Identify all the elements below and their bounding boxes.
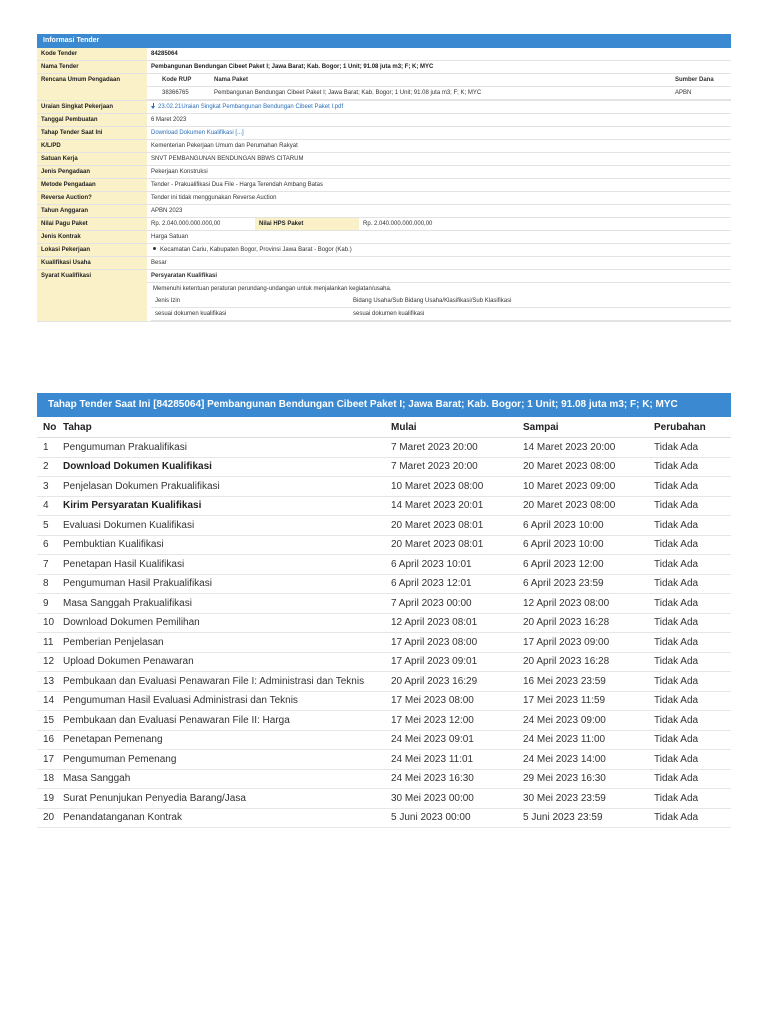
tahap-sampai: 20 Maret 2023 08:00 bbox=[517, 496, 648, 516]
uraian-link-text: 23.02.21Uraian Singkat Pembangunan Bendungan Cibeet Paket I.pdf bbox=[158, 104, 344, 110]
tahap-name: Pengumuman Hasil Evaluasi Administrasi dan Teknis bbox=[57, 691, 385, 711]
nilai-pagu-label: Nilai Pagu Paket bbox=[37, 218, 147, 231]
tahap-perubahan: Tidak Ada bbox=[648, 613, 731, 633]
tahap-perubahan: Tidak Ada bbox=[648, 496, 731, 516]
izin-header-jenis: Jenis Izin bbox=[151, 295, 349, 308]
tahap-no: 17 bbox=[37, 750, 57, 770]
tahap-no: 8 bbox=[37, 574, 57, 594]
tahap-row bbox=[37, 594, 731, 614]
tahap-no: 12 bbox=[37, 652, 57, 672]
col-perubahan: Perubahan bbox=[648, 417, 731, 438]
tahap-perubahan: Tidak Ada bbox=[648, 808, 731, 828]
tahap-mulai: 6 April 2023 12:01 bbox=[385, 574, 517, 594]
tahap-tender-header: Tahap Tender Saat Ini [84285064] Pembangunan Bendungan Cibeet Paket I; Jawa Barat; Kab. Bogor; 1 Unit; 91.08 juta m3; F; K; MYC bbox=[37, 393, 731, 417]
row-nilai-pagu bbox=[37, 218, 731, 231]
tahap-mulai: 20 Maret 2023 08:01 bbox=[385, 516, 517, 536]
col-no: No bbox=[37, 417, 57, 438]
tanggal-pembuatan-value: 6 Maret 2023 bbox=[147, 114, 731, 127]
tahap-name: Masa Sanggah bbox=[57, 769, 385, 789]
row-tahap-tender bbox=[37, 127, 731, 140]
rup-header-kode: Kode RUP bbox=[147, 74, 210, 87]
informasi-tender-header: Informasi Tender bbox=[37, 34, 731, 48]
tahap-tender-panel bbox=[37, 393, 731, 828]
tahap-perubahan: Tidak Ada bbox=[648, 574, 731, 594]
jenis-kontrak-value: Harga Satuan bbox=[147, 231, 731, 244]
tahap-row bbox=[37, 555, 731, 575]
kode-tender-value: 84285064 bbox=[147, 48, 731, 61]
tahap-mulai: 7 April 2023 00:00 bbox=[385, 594, 517, 614]
nilai-hps-label: Nilai HPS Paket bbox=[255, 218, 359, 231]
tahap-row bbox=[37, 477, 731, 497]
tahap-perubahan: Tidak Ada bbox=[648, 652, 731, 672]
tahap-name: Surat Penunjukan Penyedia Barang/Jasa bbox=[57, 789, 385, 809]
tahap-sampai: 24 Mei 2023 11:00 bbox=[517, 730, 648, 750]
tahap-sampai: 6 April 2023 12:00 bbox=[517, 555, 648, 575]
row-syarat-kualifikasi bbox=[37, 270, 731, 322]
satuan-kerja-label: Satuan Kerja bbox=[37, 153, 147, 166]
tahap-no: 14 bbox=[37, 691, 57, 711]
tahap-sampai: 14 Maret 2023 20:00 bbox=[517, 438, 648, 458]
tahap-row bbox=[37, 730, 731, 750]
rup-sumber: APBN bbox=[671, 87, 731, 100]
tahap-name: Masa Sanggah Prakualifikasi bbox=[57, 594, 385, 614]
tahap-mulai: 20 Maret 2023 08:01 bbox=[385, 535, 517, 555]
tahap-row bbox=[37, 496, 731, 516]
nama-tender-value: Pembangunan Bendungan Cibeet Paket I; Jawa Barat; Kab. Bogor; 1 Unit; 91.08 juta m3; F; K; MYC bbox=[147, 61, 731, 74]
tahap-row bbox=[37, 652, 731, 672]
tahap-perubahan: Tidak Ada bbox=[648, 730, 731, 750]
izin-table bbox=[151, 295, 731, 321]
row-metode-pengadaan bbox=[37, 179, 731, 192]
tahap-tender-label: Tahap Tender Saat Ini bbox=[37, 127, 147, 140]
tahap-perubahan: Tidak Ada bbox=[648, 555, 731, 575]
tahap-sampai: 12 April 2023 08:00 bbox=[517, 594, 648, 614]
tahap-sampai: 6 April 2023 23:59 bbox=[517, 574, 648, 594]
tahap-perubahan: Tidak Ada bbox=[648, 769, 731, 789]
tahap-tender-link[interactable]: Download Dokumen Kualifikasi [...] bbox=[147, 127, 731, 140]
tahap-row bbox=[37, 574, 731, 594]
tahun-anggaran-value: APBN 2023 bbox=[147, 205, 731, 218]
tahap-no: 9 bbox=[37, 594, 57, 614]
tahap-name: Evaluasi Dokumen Kualifikasi bbox=[57, 516, 385, 536]
izin-jenis: sesuai dokumen kualifikasi bbox=[151, 308, 349, 321]
tahun-anggaran-label: Tahun Anggaran bbox=[37, 205, 147, 218]
tahap-mulai: 24 Mei 2023 16:30 bbox=[385, 769, 517, 789]
row-lokasi-pekerjaan bbox=[37, 244, 731, 257]
row-uraian bbox=[37, 101, 731, 114]
row-satuan-kerja bbox=[37, 153, 731, 166]
metode-pengadaan-value: Tender - Prakualifikasi Dua File - Harga Terendah Ambang Batas bbox=[147, 179, 731, 192]
tahap-mulai: 17 April 2023 09:01 bbox=[385, 652, 517, 672]
tahap-sampai: 17 April 2023 09:00 bbox=[517, 633, 648, 653]
row-kode-tender bbox=[37, 48, 731, 61]
rencana-umum-label: Rencana Umum Pengadaan bbox=[37, 74, 147, 101]
row-rencana-umum bbox=[37, 74, 731, 101]
tahap-mulai: 6 April 2023 10:01 bbox=[385, 555, 517, 575]
tahap-no: 3 bbox=[37, 477, 57, 497]
tahap-row bbox=[37, 438, 731, 458]
informasi-tender-table bbox=[37, 48, 731, 322]
tahap-mulai: 24 Mei 2023 11:01 bbox=[385, 750, 517, 770]
row-reverse-auction bbox=[37, 192, 731, 205]
tahap-name: Pembukaan dan Evaluasi Penawaran File I: Administrasi dan Teknis bbox=[57, 672, 385, 692]
informasi-tender-panel bbox=[37, 34, 731, 322]
nilai-hps-value: Rp. 2.040.000.000.000,00 bbox=[359, 218, 731, 231]
tahap-sampai: 10 Maret 2023 09:00 bbox=[517, 477, 648, 497]
tahap-no: 15 bbox=[37, 711, 57, 731]
rup-header-nama: Nama Paket bbox=[210, 74, 671, 87]
syarat-kualifikasi-text: Memenuhi ketentuan peraturan perundang-undangan untuk menjalankan kegiatan/usaha. bbox=[153, 286, 392, 292]
izin-row bbox=[151, 308, 731, 321]
row-jenis-pengadaan bbox=[37, 166, 731, 179]
lokasi-pekerjaan-item bbox=[147, 244, 731, 257]
tahap-sampai: 30 Mei 2023 23:59 bbox=[517, 789, 648, 809]
row-kualifikasi-usaha bbox=[37, 257, 731, 270]
row-tahun-anggaran bbox=[37, 205, 731, 218]
lokasi-pekerjaan-value: Kecamatan Cariu, Kabupaten Bogor, Provinsi Jawa Barat - Bogor (Kab.) bbox=[160, 247, 352, 253]
reverse-auction-label: Reverse Auction? bbox=[37, 192, 147, 205]
download-icon bbox=[151, 103, 156, 109]
tahap-name: Pengumuman Prakualifikasi bbox=[57, 438, 385, 458]
tahap-mulai: 12 April 2023 08:01 bbox=[385, 613, 517, 633]
tahap-row bbox=[37, 613, 731, 633]
tahap-mulai: 17 Mei 2023 12:00 bbox=[385, 711, 517, 731]
rup-nama: Pembangunan Bendungan Cibeet Paket I; Jawa Barat; Kab. Bogor; 1 Unit; 91.08 juta m3; F; K; MYC bbox=[210, 87, 671, 100]
tahap-mulai: 5 Juni 2023 00:00 bbox=[385, 808, 517, 828]
kualifikasi-usaha-label: Kualifikasi Usaha bbox=[37, 257, 147, 270]
izin-bidang: sesuai dokumen kualifikasi bbox=[349, 308, 731, 321]
tahap-no: 18 bbox=[37, 769, 57, 789]
kualifikasi-usaha-value: Besar bbox=[147, 257, 731, 270]
tahap-mulai: 14 Maret 2023 20:01 bbox=[385, 496, 517, 516]
tanggal-pembuatan-label: Tanggal Pembuatan bbox=[37, 114, 147, 127]
tahap-mulai: 17 April 2023 08:00 bbox=[385, 633, 517, 653]
jenis-pengadaan-value: Pekerjaan Konstruksi bbox=[147, 166, 731, 179]
tahap-perubahan: Tidak Ada bbox=[648, 633, 731, 653]
tahap-perubahan: Tidak Ada bbox=[648, 594, 731, 614]
tahap-no: 5 bbox=[37, 516, 57, 536]
nilai-pagu-value: Rp. 2.040.000.000.000,00 bbox=[147, 218, 255, 231]
tahap-perubahan: Tidak Ada bbox=[648, 457, 731, 477]
tahap-sampai: 20 Maret 2023 08:00 bbox=[517, 457, 648, 477]
tahap-no: 19 bbox=[37, 789, 57, 809]
col-mulai: Mulai bbox=[385, 417, 517, 438]
tahap-no: 11 bbox=[37, 633, 57, 653]
tahap-name: Pengumuman Pemenang bbox=[57, 750, 385, 770]
col-sampai: Sampai bbox=[517, 417, 648, 438]
tahap-row bbox=[37, 789, 731, 809]
rup-row bbox=[147, 87, 731, 100]
tahap-name: Upload Dokumen Penawaran bbox=[57, 652, 385, 672]
tahap-mulai: 7 Maret 2023 20:00 bbox=[385, 457, 517, 477]
tahap-row bbox=[37, 808, 731, 828]
tahap-name: Kirim Persyaratan Kualifikasi bbox=[57, 496, 385, 516]
satuan-kerja-value: SNVT PEMBANGUNAN BENDUNGAN BBWS CITARUM bbox=[147, 153, 731, 166]
row-nama-tender bbox=[37, 61, 731, 74]
tahap-perubahan: Tidak Ada bbox=[648, 477, 731, 497]
tahap-perubahan: Tidak Ada bbox=[648, 438, 731, 458]
tahap-no: 7 bbox=[37, 555, 57, 575]
tahap-sampai: 20 April 2023 16:28 bbox=[517, 652, 648, 672]
tahap-row bbox=[37, 457, 731, 477]
jenis-pengadaan-label: Jenis Pengadaan bbox=[37, 166, 147, 179]
tahap-row bbox=[37, 691, 731, 711]
tahap-name: Penetapan Hasil Kualifikasi bbox=[57, 555, 385, 575]
tahap-name: Penjelasan Dokumen Prakualifikasi bbox=[57, 477, 385, 497]
tahap-name: Penandatanganan Kontrak bbox=[57, 808, 385, 828]
tahap-name: Penetapan Pemenang bbox=[57, 730, 385, 750]
tahap-row bbox=[37, 672, 731, 692]
rup-table bbox=[147, 74, 731, 100]
tahap-perubahan: Tidak Ada bbox=[648, 750, 731, 770]
lokasi-pekerjaan-label: Lokasi Pekerjaan bbox=[37, 244, 147, 257]
tahap-sampai: 6 April 2023 10:00 bbox=[517, 516, 648, 536]
klpd-label: K/L/PD bbox=[37, 140, 147, 153]
tahap-row bbox=[37, 535, 731, 555]
nama-tender-label: Nama Tender bbox=[37, 61, 147, 74]
tahap-header-row bbox=[37, 417, 731, 438]
tahap-name: Pembukaan dan Evaluasi Penawaran File II: Harga bbox=[57, 711, 385, 731]
tahap-name: Pengumuman Hasil Prakualifikasi bbox=[57, 574, 385, 594]
tahap-perubahan: Tidak Ada bbox=[648, 672, 731, 692]
tahap-sampai: 6 April 2023 10:00 bbox=[517, 535, 648, 555]
tahap-sampai: 20 April 2023 16:28 bbox=[517, 613, 648, 633]
tahap-perubahan: Tidak Ada bbox=[648, 516, 731, 536]
tahap-no: 1 bbox=[37, 438, 57, 458]
tahap-no: 2 bbox=[37, 457, 57, 477]
tahap-name: Download Dokumen Kualifikasi bbox=[57, 457, 385, 477]
tahap-no: 20 bbox=[37, 808, 57, 828]
tahap-perubahan: Tidak Ada bbox=[648, 535, 731, 555]
tahap-mulai: 24 Mei 2023 09:01 bbox=[385, 730, 517, 750]
tahap-name: Pembuktian Kualifikasi bbox=[57, 535, 385, 555]
tahap-body bbox=[37, 438, 731, 828]
tahap-mulai: 20 April 2023 16:29 bbox=[385, 672, 517, 692]
tahap-sampai: 24 Mei 2023 14:00 bbox=[517, 750, 648, 770]
tahap-sampai: 16 Mei 2023 23:59 bbox=[517, 672, 648, 692]
tahap-mulai: 30 Mei 2023 00:00 bbox=[385, 789, 517, 809]
tahap-sampai: 29 Mei 2023 16:30 bbox=[517, 769, 648, 789]
izin-header-row bbox=[151, 295, 731, 308]
tahap-table bbox=[37, 417, 731, 828]
rup-header-row bbox=[147, 74, 731, 87]
row-jenis-kontrak bbox=[37, 231, 731, 244]
syarat-kualifikasi-label: Syarat Kualifikasi bbox=[37, 270, 147, 322]
tahap-sampai: 5 Juni 2023 23:59 bbox=[517, 808, 648, 828]
tahap-no: 10 bbox=[37, 613, 57, 633]
tahap-sampai: 24 Mei 2023 09:00 bbox=[517, 711, 648, 731]
tahap-perubahan: Tidak Ada bbox=[648, 691, 731, 711]
rup-kode: 38366765 bbox=[147, 87, 210, 100]
kode-tender-label: Kode Tender bbox=[37, 48, 147, 61]
rup-header-sumber: Sumber Dana bbox=[671, 74, 731, 87]
tahap-no: 6 bbox=[37, 535, 57, 555]
tahap-no: 13 bbox=[37, 672, 57, 692]
tahap-mulai: 10 Maret 2023 08:00 bbox=[385, 477, 517, 497]
tahap-no: 4 bbox=[37, 496, 57, 516]
col-tahap: Tahap bbox=[57, 417, 385, 438]
tahap-row bbox=[37, 516, 731, 536]
reverse-auction-value: Tender ini tidak menggunakan Reverse Auction bbox=[147, 192, 731, 205]
tahap-sampai: 17 Mei 2023 11:59 bbox=[517, 691, 648, 711]
syarat-kualifikasi-title: Persyaratan Kualifikasi bbox=[147, 270, 731, 283]
jenis-kontrak-label: Jenis Kontrak bbox=[37, 231, 147, 244]
tahap-perubahan: Tidak Ada bbox=[648, 789, 731, 809]
klpd-value: Kementerian Pekerjaan Umum dan Perumahan Rakyat bbox=[147, 140, 731, 153]
metode-pengadaan-label: Metode Pengadaan bbox=[37, 179, 147, 192]
uraian-label: Uraian Singkat Pekerjaan bbox=[37, 101, 147, 114]
uraian-download-link[interactable] bbox=[147, 101, 731, 114]
tahap-name: Download Dokumen Pemilihan bbox=[57, 613, 385, 633]
tahap-row bbox=[37, 750, 731, 770]
row-tanggal-pembuatan bbox=[37, 114, 731, 127]
izin-header-bidang: Bidang Usaha/Sub Bidang Usaha/Klasifikasi/Sub Klasifikasi bbox=[349, 295, 731, 308]
tahap-name: Pemberian Penjelasan bbox=[57, 633, 385, 653]
tahap-mulai: 17 Mei 2023 08:00 bbox=[385, 691, 517, 711]
row-klpd bbox=[37, 140, 731, 153]
tahap-no: 16 bbox=[37, 730, 57, 750]
tahap-mulai: 7 Maret 2023 20:00 bbox=[385, 438, 517, 458]
tahap-row bbox=[37, 711, 731, 731]
tahap-row bbox=[37, 633, 731, 653]
tahap-perubahan: Tidak Ada bbox=[648, 711, 731, 731]
bullet-icon bbox=[153, 247, 156, 250]
tahap-row bbox=[37, 769, 731, 789]
